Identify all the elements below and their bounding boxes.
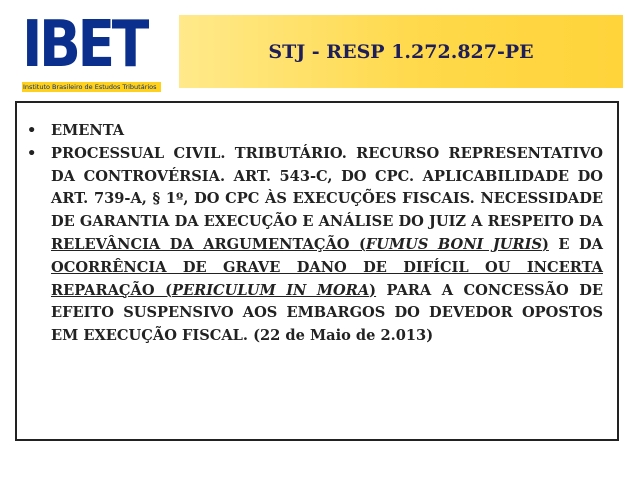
summary-italic-periculum: PERICULUM IN MORA xyxy=(171,281,370,299)
summary-text-1: PROCESSUAL CIVIL. TRIBUTÁRIO. RECURSO REPRESENTATIVO DA CONTROVÉRSIA. ART. 543-C, DO CPC. APLICABILIDADE DO ART. 739-A, § 1º, DO CPC ÀS EXECUÇÕES FISCAIS. NECESSIDADE DE GARANTIA DA EXECUÇÃO E ANÁLISE DO JUIZ A RESPEITO DA xyxy=(51,144,603,231)
bullet-item-ementa xyxy=(27,120,603,143)
logo-subtitle: Instituto Brasileiro de Estudos Tributários xyxy=(22,82,161,92)
title-banner xyxy=(179,15,623,88)
logo-wordmark: IBET xyxy=(22,8,146,82)
bullet-list xyxy=(27,120,603,348)
bullet-item-summary xyxy=(27,143,603,348)
summary-italic-fumus: FUMUS BONI JURIS xyxy=(365,235,543,253)
ibet-logo xyxy=(22,8,160,91)
summary-u-4: ) xyxy=(369,281,377,299)
content-box xyxy=(15,101,619,441)
summary-text-3: PARA A CONCESSÃO DE EFEITO SUSPENSIVO AOS EMBARGOS DO DEVEDOR OPOSTOS EM EXECUÇÃO FISCAL. (22 de Maio de 2.013) xyxy=(51,281,603,345)
slide-title: STJ - RESP 1.272.827-PE xyxy=(268,40,534,63)
summary-u-2: ) xyxy=(542,235,549,253)
summary-u-3: OCORRÊNCIA DE GRAVE DANO DE DIFÍCIL OU INCERTA REPARAÇÃO ( xyxy=(51,258,603,299)
summary-u-1: RELEVÂNCIA DA ARGUMENTAÇÃO ( xyxy=(51,235,366,253)
bullet-text-ementa: EMENTA xyxy=(51,122,125,139)
summary-underlined-1 xyxy=(51,236,549,253)
summary-text-2: E DA xyxy=(548,235,604,253)
